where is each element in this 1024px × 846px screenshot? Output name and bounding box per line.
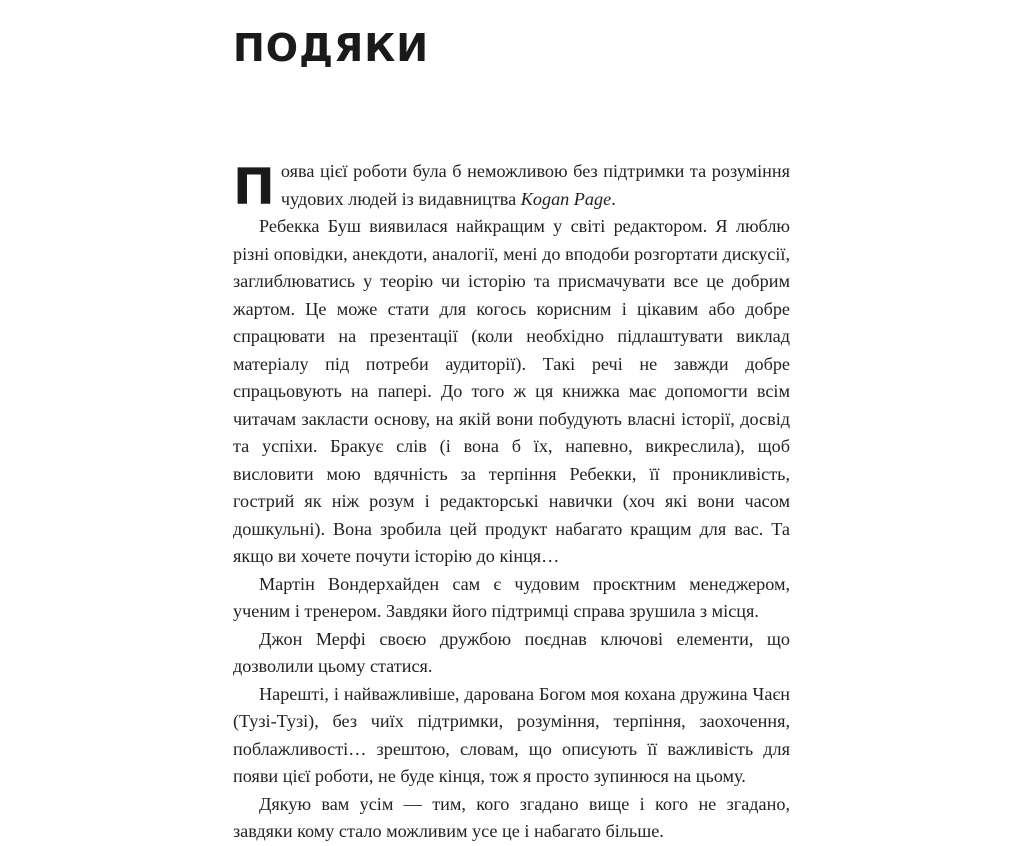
intro-text-end: .	[611, 188, 616, 209]
body-text	[233, 158, 790, 846]
paragraph-manager: Мартін Вондерхайден сам є чудовим проєктним менеджером, ученим і тренером. Завдяки його підтримці справа зрушила з місця.	[233, 573, 790, 621]
paragraph-intro	[233, 158, 790, 216]
chapter-heading: ПОДЯКИ	[233, 26, 430, 70]
paragraph-thanks: Дякую вам усім — тим, кого згадано вище і кого не згадано, завдяки кому стало можливим усе це і набагато більше.	[233, 793, 790, 841]
paragraph-editor: Ребекка Буш виявилася найкращим у світі редактором. Я люблю різні оповідки, анекдоти, аналогії, мені до вподоби розгортати дискусії, заглиблюватись у теорію чи історію та присмачувати все це добрим жартом. Це може стати для когось корисним і цікавим або добре спрацювати на презентації (коли необхідно підлаштувати виклад матеріалу під потреби аудиторії). Такі речі не завжди добре спрацьовують на папері. До того ж ця книжка має допомогти всім читачам закласти основу, на якій вони побудують власні історії, досвід та успіхи. Бракує слів (і вона б їх, напевно, викреслила), щоб висловити мою вдячність за терпіння Ребекки, її проникливість, гострий як ніж розум і редакторські навички (хоч які вони часом дошкульні). Вона зробила цей продукт набагато кращим для вас. Та якщо ви хочете почути історію до кінця…	[233, 216, 790, 566]
publisher-name: Kogan Page	[520, 188, 612, 209]
drop-cap: П	[233, 158, 275, 216]
paragraph-wife: Нарешті, і найважливіше, дарована Богом моя кохана дружина Чаєн (Тузі-Тузі), без чиїх підтримки, розуміння, терпіння, заохочення, поблажливості… зрештою, словам, що описують її важливість для появи цієї роботи, не буде кінця, тож я просто зупинюся на цьому.	[233, 683, 790, 786]
paragraph-friend: Джон Мерфі своєю дружбою поєднав ключові елементи, що дозволили цьому статися.	[233, 628, 790, 676]
intro-text: оява цієї роботи була б неможливою без підтримки та розуміння чудових людей із видавництва	[280, 161, 790, 209]
